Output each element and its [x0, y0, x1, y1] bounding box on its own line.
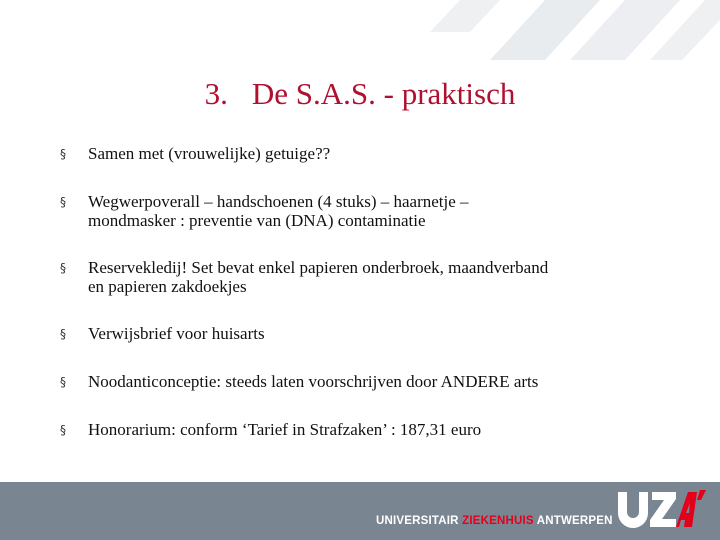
- decorative-stripes: [400, 0, 720, 60]
- bullet-marker: §: [60, 261, 66, 275]
- bullet-text-line: mondmasker : preventie van (DNA) contaminatie: [88, 211, 426, 230]
- bullet-text: Samen met (vrouwelijke) getuige??: [88, 144, 331, 163]
- footer-bar: [0, 482, 720, 540]
- title-number: 3.: [204, 76, 228, 111]
- bullet-marker: §: [60, 423, 66, 437]
- uza-logo: [616, 488, 708, 530]
- bullet-text: Verwijsbrief voor huisarts: [88, 324, 265, 343]
- bullet-marker: §: [60, 375, 66, 389]
- organization-name: UNIVERSITAIR ZIEKENHUIS ANTWERPEN: [376, 515, 613, 527]
- bullet-marker: §: [60, 195, 66, 209]
- organization-name-highlight: ZIEKENHUIS: [462, 515, 534, 527]
- bullet-text-line: Reservekledij! Set bevat enkel papieren onderbroek, maandverband: [88, 258, 549, 277]
- bullet-text-line: Wegwerpoverall – handschoenen (4 stuks) – haarnetje –: [88, 192, 469, 211]
- slide-title: [0, 74, 720, 114]
- bullet-marker: §: [60, 147, 66, 161]
- bullet-text: Honorarium: conform ‘Tarief in Strafzaken’ : 187,31 euro: [88, 420, 482, 439]
- bullet-marker: §: [60, 327, 66, 341]
- bullet-text-line: en papieren zakdoekjes: [88, 277, 247, 296]
- bullet-text: Noodanticonceptie: steeds laten voorschrijven door ANDERE arts: [88, 372, 539, 391]
- title-text: De S.A.S. - praktisch: [251, 76, 516, 111]
